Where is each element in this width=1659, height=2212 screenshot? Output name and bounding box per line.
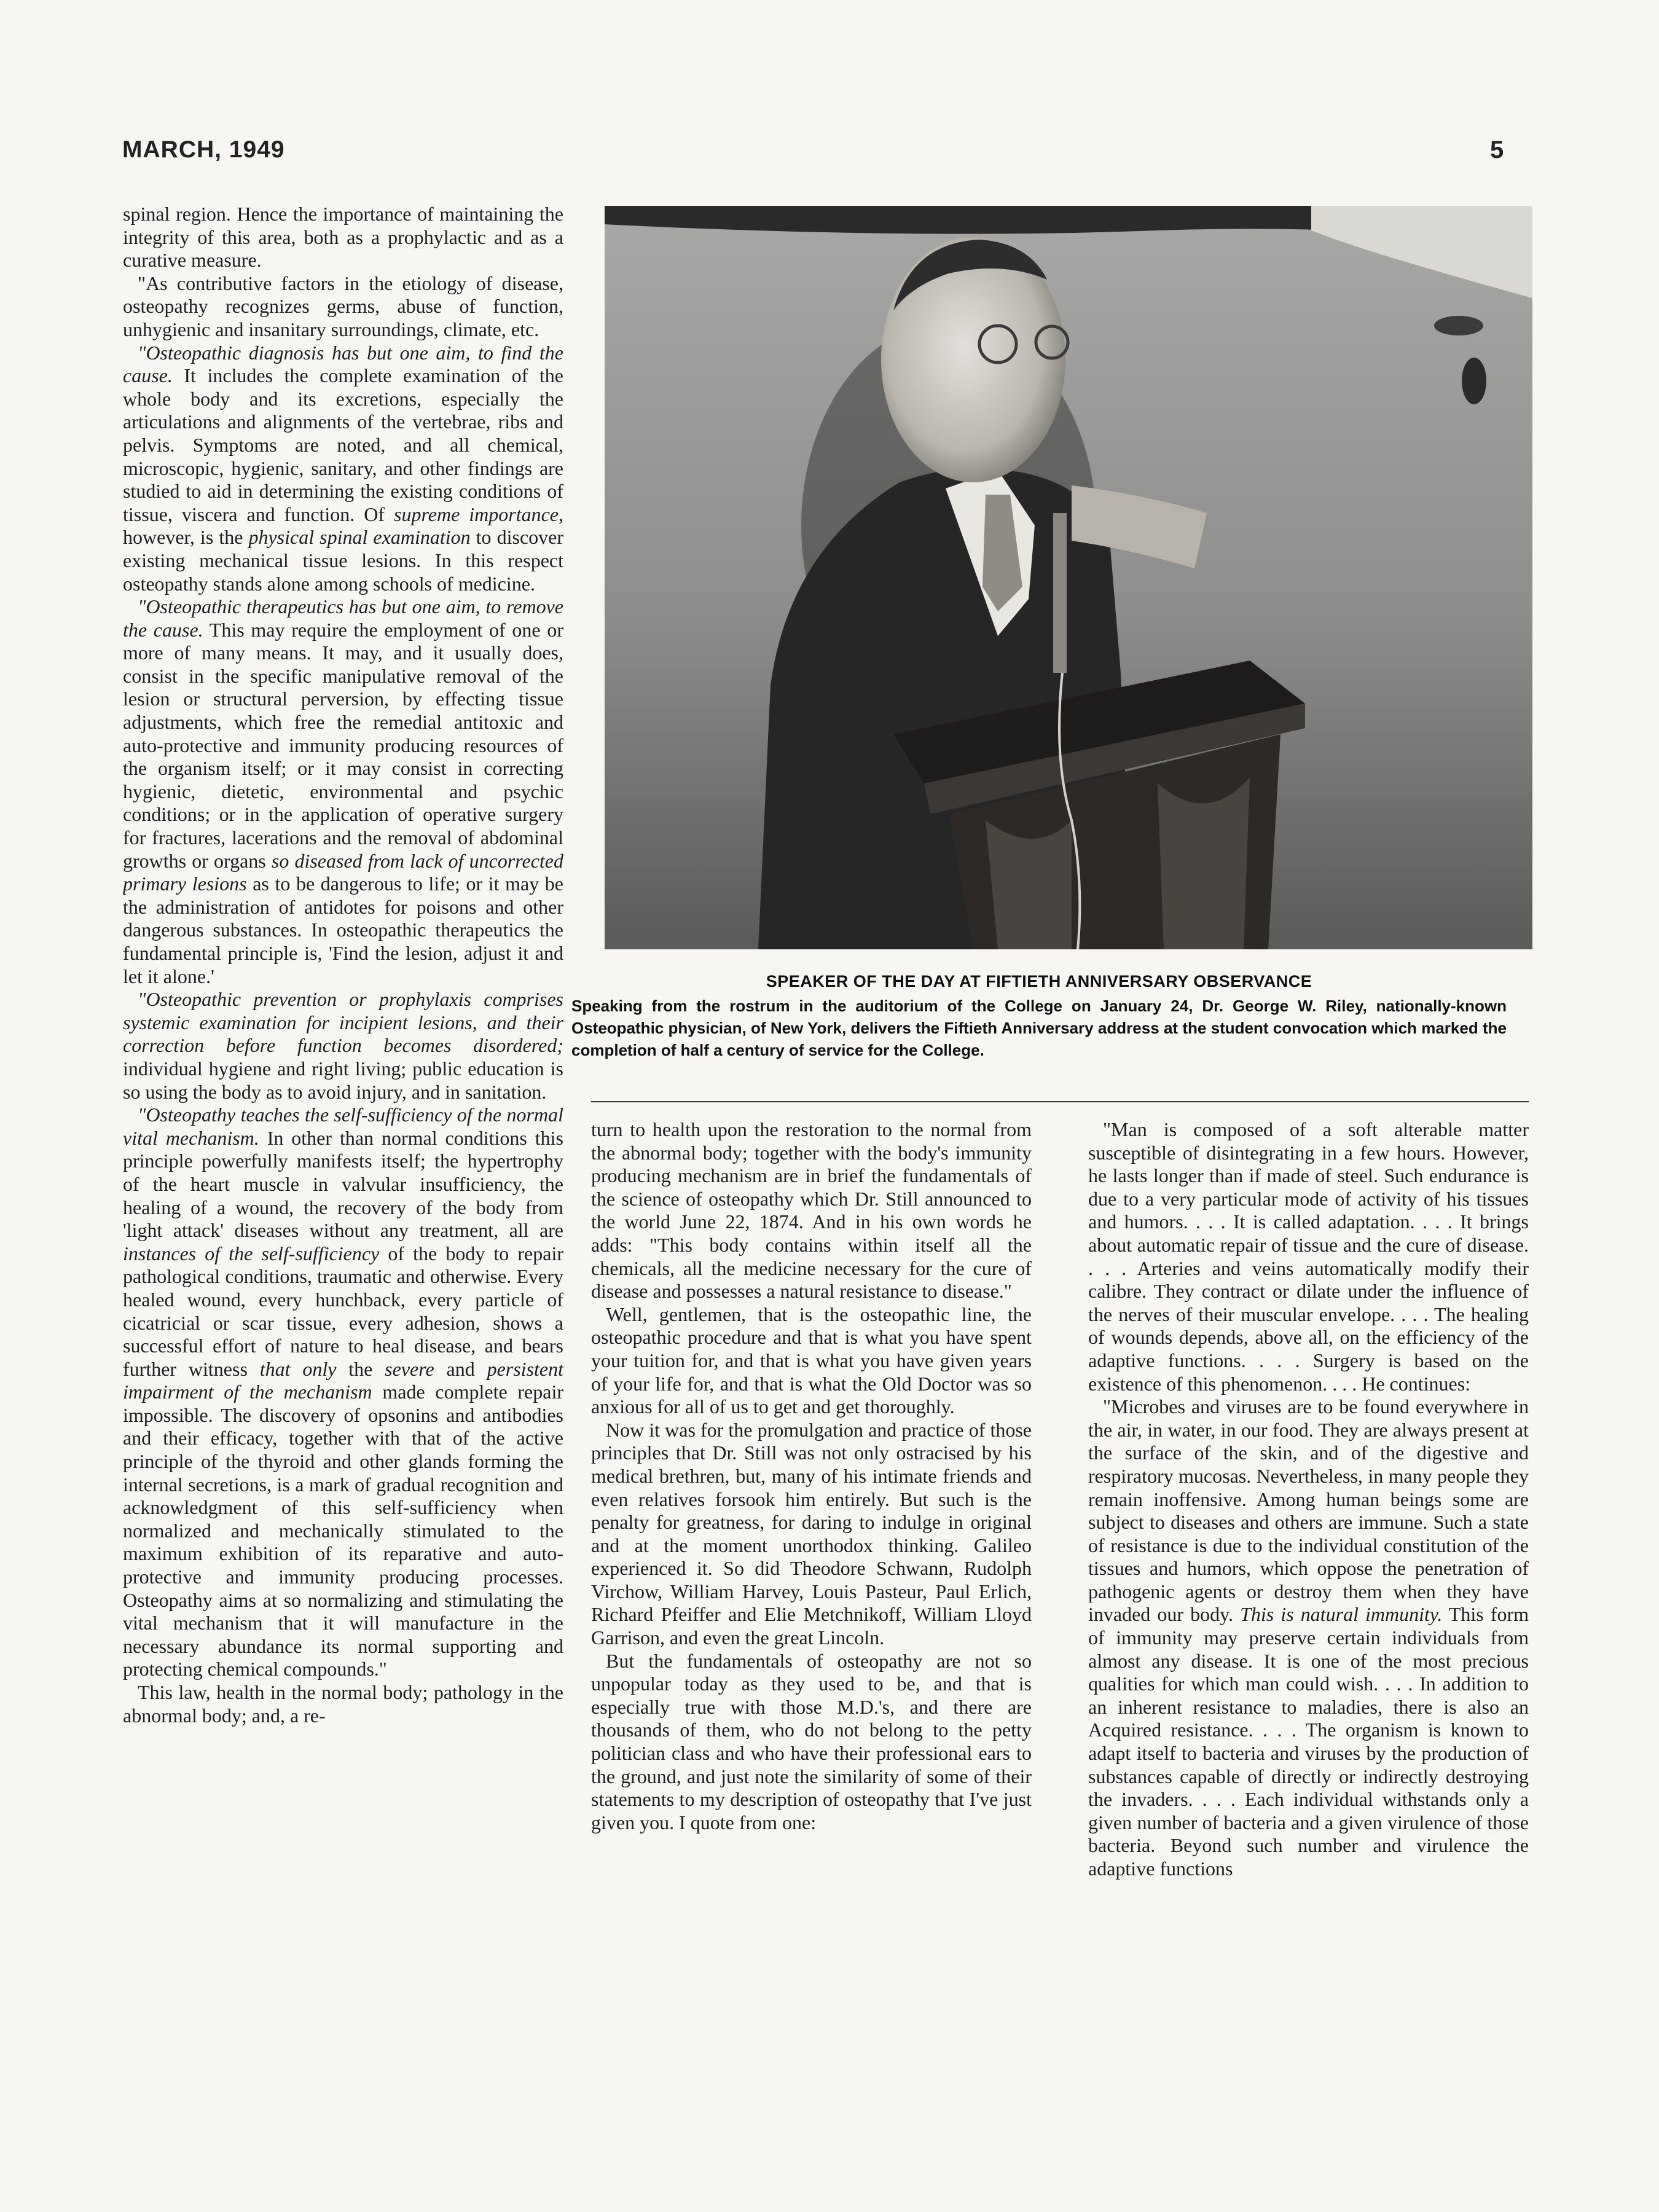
italic-text: so diseased from lack of uncorrected primary lesions bbox=[123, 849, 563, 895]
text-run: "Microbes and viruses are to be found everywhere in the air, in water, in our food. They are always present at the surface of the skin, and of the digestive and respiratory mucosas. Nevertheless, in many people they remain inoffensive. Among human beings some are subject to diseases and others are immune. Such a state of resistance is due to the individual constitution of the tissues and humors, which oppose the penetration of pathogenic agents or destroy them when they have invaded our body. bbox=[1088, 1395, 1529, 1626]
paragraph bbox=[123, 595, 563, 988]
paragraph: Now it was for the promulgation and practice of those principles that Dr. Still was not only ostracised by his medical brethren, but, many of his intimate friends and even relatives forsook him entirely. But such is the penalty for greatness, for daring to indulge in original and at the moment unorthodox thinking. Galileo experienced it. So did Theodore Schwann, Rudolph Virchow, William Harvey, Louis Pasteur, Paul Erlich, Richard Pfeiffer and Elie Metchnikoff, William Lloyd Garrison, and even the great Lincoln. bbox=[591, 1418, 1032, 1649]
text-run: to discover existing mechanical tissue lesions. In this respect osteopathy stands alone among schools of medicine. bbox=[123, 526, 563, 595]
paragraph: "Man is composed of a soft alterable matter susceptible of disintegrating in a few hours. However, he lasts longer than if made of steel. Such endurance is due to a very particular mode of activity of his tissues and humors. . . . It is called adaptation. . . . It brings about automatic repair of tissue and the cure of disease. . . . Arteries and veins automatically modify their calibre. They contract or dilate under the influence of the nerves of their muscular envelope. . . . The healing of wounds depends, above all, on the efficiency of the adaptive functions. . . . Surgery is based on the existence of this phenomenon. . . . He continues: bbox=[1088, 1118, 1529, 1395]
paragraph bbox=[123, 988, 563, 1104]
paragraph: spinal region. Hence the importance of maintaining the integrity of this area, both as a prophylactic and as a curative measure. bbox=[123, 203, 563, 272]
text-run: and bbox=[434, 1357, 487, 1380]
text-run: of the body to repair pathological conditions, traumatic and otherwise. Every healed wound, every hunchback, every particle of cicatricial or scar tissue, every adhesion, shows a successful effort of nature to heal disease, and bears further witness bbox=[123, 1242, 563, 1380]
text-column-1 bbox=[123, 203, 563, 2101]
paragraph: Well, gentlemen, that is the osteopathic line, the osteopathic procedure and that is what you have spent your tuition for, and that is what you have given years of your life for, and that is what the Old Doctor was so anxious for all of us to get and get thoroughly. bbox=[591, 1303, 1032, 1418]
paragraph bbox=[123, 1104, 563, 1681]
running-header-date: MARCH, 1949 bbox=[122, 136, 285, 163]
caption-text: Speaking from the rostrum in the auditorium of the College on January 24, Dr. George W. Riley, nationally-known Osteopathic physician, of New York, delivers the Fiftieth Anniversary address at the student convocation which marked the completion of half a century of service for the College. bbox=[571, 997, 1507, 1059]
text-run: made complete repair impossible. The discovery of opsonins and antibodies and their efficacy, together with that of the active principle of the thyroid and other glands forming the internal secretions, is a mark of gradual recognition and acknowledgment of this self-sufficiency when normalized and mechanically stimulated to the maximum exhibition of its reparative and auto-protective and immunity producing processes. Osteopathy aims at so normalizing and stimulating the vital mechanism that it will manufacture in the necessary abundance its normal supporting and protecting chemical compounds." bbox=[123, 1381, 563, 1681]
paragraph: But the fundamentals of osteopathy are not so unpopular today as they used to be, and that is especially true with those M.D.'s, and there are thousands of them, who do not belong to the petty politician class and who have their professional ears to the ground, and just note the similarity of some of their statements to my description of osteopathy that I've just given you. I quote from one: bbox=[591, 1649, 1032, 1834]
text-run: individual hygiene and right living; public education is so using the body as to avoid injury, and in sanitation. bbox=[123, 1057, 563, 1103]
text-run: however, is the bbox=[123, 526, 249, 549]
text-column-2 bbox=[591, 1118, 1032, 2101]
italic-text: "Osteopathic prevention or prophylaxis comprises systemic examination for incipient lesions, and their correction before function becomes disordered; bbox=[123, 988, 563, 1057]
text-run: as to be dangerous to life; or it may be the administration of antidotes for poisons and other dangerous substances. In osteopathic therapeutics the fundamental principle is, 'Find the lesion, adjust it and let it alone.' bbox=[123, 873, 563, 987]
paragraph bbox=[1088, 1395, 1529, 1880]
paragraph bbox=[123, 342, 563, 596]
italic-text: "Osteopathy teaches the self-sufficiency of the normal vital mechanism. bbox=[123, 1104, 563, 1149]
italic-text: severe bbox=[385, 1357, 434, 1380]
italic-text: instances of the self-sufficiency bbox=[123, 1242, 380, 1265]
page-number: 5 bbox=[1490, 136, 1504, 163]
italic-text: that only bbox=[259, 1357, 337, 1380]
photo-illustration bbox=[605, 206, 1532, 949]
text-run: This may require the employment of one or more of many means. It may, and it usually does, consist in the specific manipulative removal of the lesion or structural perversion, by effecting tissue adjustments, which free the remedial antitoxic and auto-protective and immunity producing resources of the organism itself; or it may consist in correcting hygienic, dietetic, environmental and psychic conditions; or in the application of operative surgery for fractures, lacerations and the removal of abdominal growths or organs bbox=[123, 618, 563, 872]
italic-text: physical spinal examination bbox=[248, 526, 471, 549]
divider bbox=[591, 1101, 1529, 1102]
text-column-3 bbox=[1088, 1118, 1529, 2101]
photo-caption bbox=[571, 972, 1507, 1061]
text-run: It includes the complete examination of the whole body and its excretions, especially the articulations and alignments of the vertebrae, ribs and pelvis. Symptoms are noted, and all chemical, microscopic, hygienic, sanitary, and other findings are studied to aid in determining the existing conditions of tissue, viscera and function. Of bbox=[123, 364, 563, 525]
italic-text: "Osteopathic therapeutics has but one aim, to remove the cause. bbox=[123, 595, 563, 641]
italic-text: supreme importance, bbox=[394, 503, 563, 525]
italic-text: persistent impairment of the mechanism bbox=[123, 1357, 563, 1403]
text-run: This form of immunity may preserve certain individuals from almost any disease. It is one of the most precious qualities for which man could wish. . . . In addition to an inherent resistance to maladies, there is also an Acquired resistance. . . . The organism is known to adapt itself to bacteria and viruses by the production of substances capable of directly or indirectly destroying the invaders. . . . Each individual withstands only a given number of bacteria and a given virulence of those bacteria. Beyond such number and virulence the adaptive functions bbox=[1088, 1603, 1529, 1880]
speaker-photograph bbox=[605, 206, 1532, 949]
paragraph: This law, health in the normal body; pathology in the abnormal body; and, a re- bbox=[123, 1681, 563, 1727]
italic-text: This is natural immunity. bbox=[1240, 1603, 1443, 1626]
caption-title: SPEAKER OF THE DAY AT FIFTIETH ANNIVERSARY OBSERVANCE bbox=[766, 972, 1312, 990]
paragraph: turn to health upon the restoration to the normal from the abnormal body; together with the body's immunity producing mechanism are in brief the fundamentals of the science of osteopathy which Dr. Still announced to the world June 22, 1874. And in his own words he adds: "This body contains within itself all the chemicals, all the medicine necessary for the cure of disease and possesses a natural resistance to disease." bbox=[591, 1118, 1032, 1303]
text-run: the bbox=[336, 1357, 385, 1380]
text-run: In other than normal conditions this principle powerfully manifests itself; the hypertrophy of the heart muscle in valvular insufficiency, the healing of a wound, the recovery of the body from 'light attack' diseases without any treatment, all are bbox=[123, 1126, 563, 1242]
italic-text: "Osteopathic diagnosis has but one aim, to find the cause. bbox=[123, 341, 563, 387]
paragraph: "As contributive factors in the etiology of disease, osteopathy recognizes germs, abuse of function, unhygienic and insanitary surroundings, climate, etc. bbox=[123, 272, 563, 340]
